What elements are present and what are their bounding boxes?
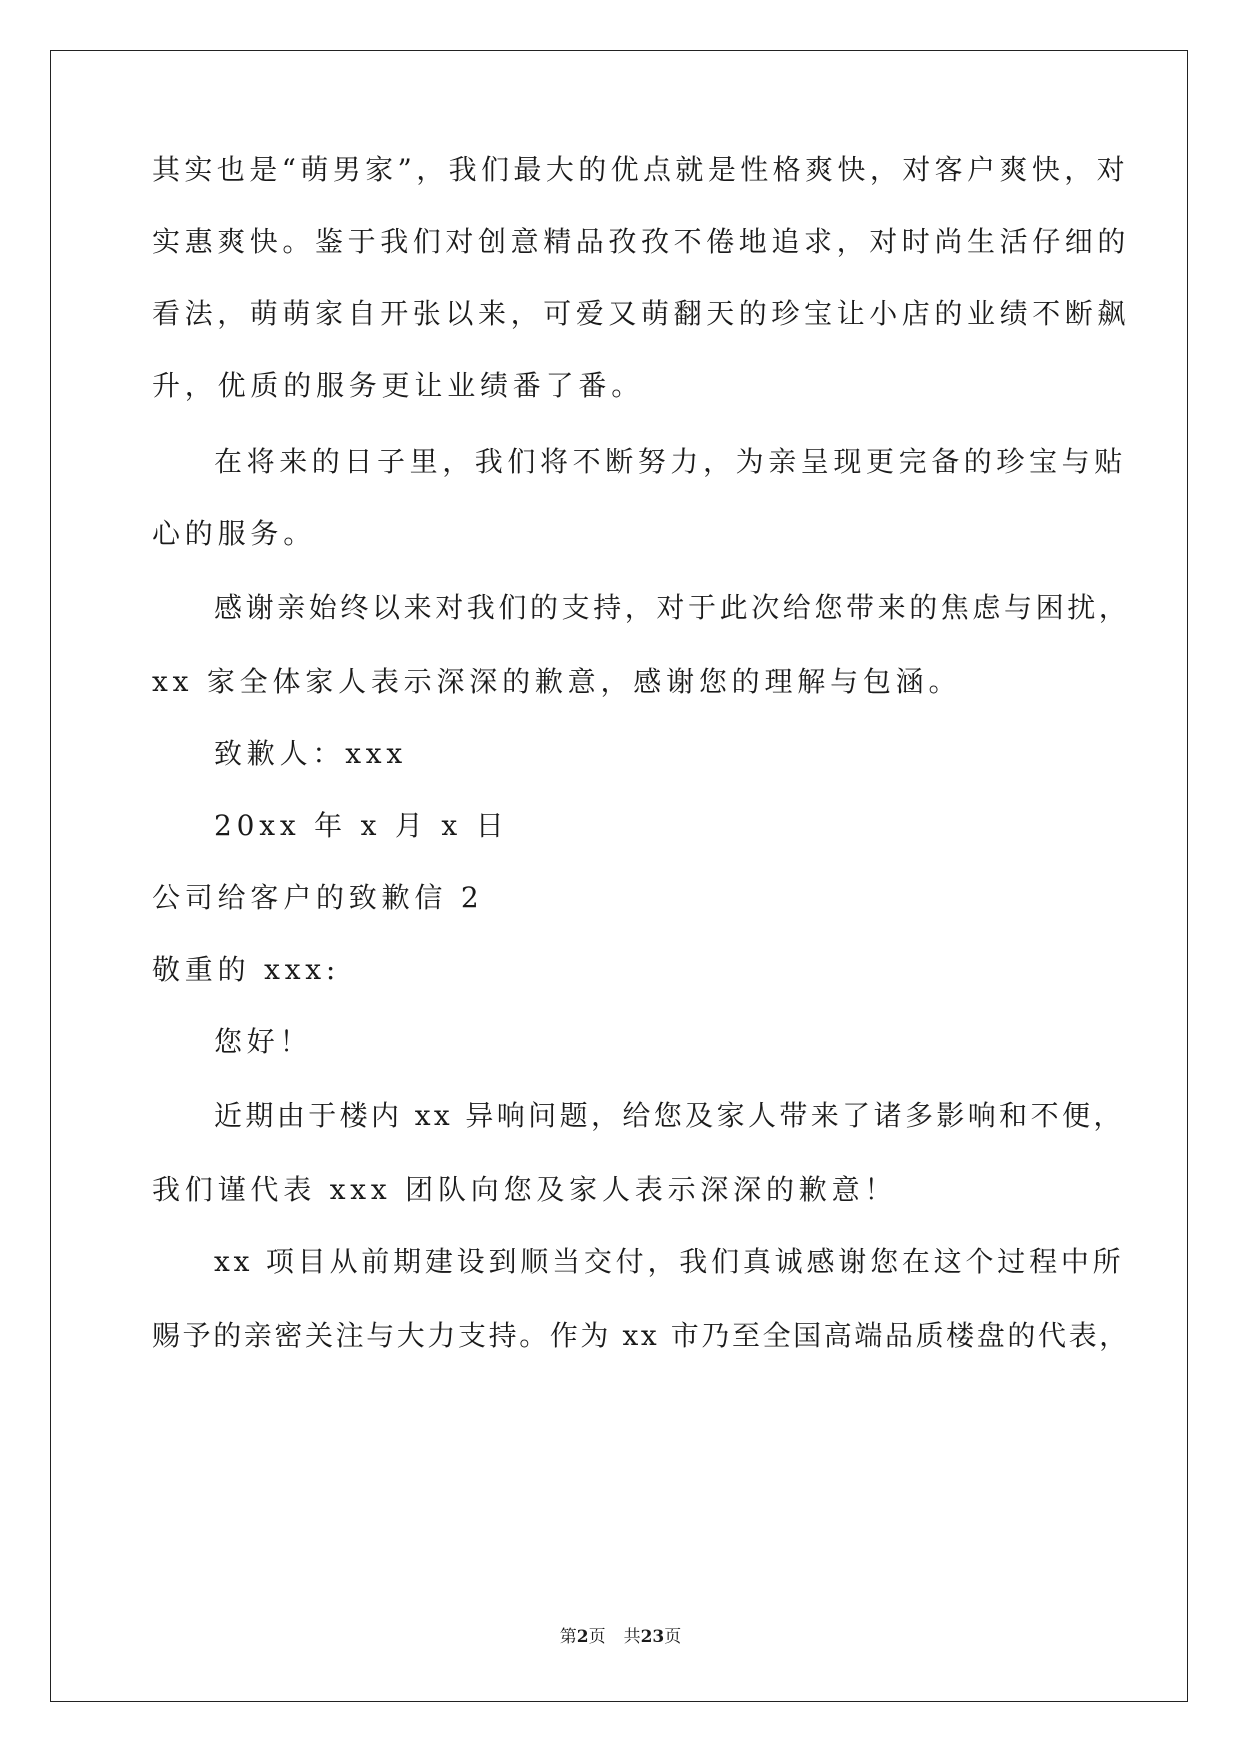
total-suffix: 页: [664, 1627, 682, 1647]
greeting-line: 您好！: [214, 1025, 313, 1058]
body-line-7: 感谢亲始终以来对我们的支持，对于此次给您带来的焦虑与困扰，: [214, 591, 1131, 624]
page-footer: [0, 1625, 1241, 1649]
body-line-3: 看法，萌萌家自开张以来，可爱又萌翻天的珍宝让小店的业绩不断飙: [152, 297, 1131, 330]
page-number: 2: [576, 1627, 589, 1647]
body-line-5: 在将来的日子里，我们将不断努力，为亲呈现更完备的珍宝与贴: [214, 445, 1127, 478]
total-pages: 23: [640, 1627, 665, 1647]
body-line-6: 心的服务。: [152, 517, 317, 550]
page-prefix: 第: [559, 1627, 577, 1647]
body-line-15: 我们谨代表 xxx 团队向您及家人表示深深的歉意！: [152, 1173, 898, 1206]
body-line-4: 升，优质的服务更让业绩番了番。: [152, 369, 645, 402]
date-line: 20xx 年 x 月 x 日: [214, 809, 509, 842]
body-line-1: 其实也是“萌男家”，我们最大的优点就是性格爽快，对客户爽快，对: [152, 153, 1130, 186]
total-prefix: 共: [623, 1627, 641, 1647]
body-line-8: xx 家全体家人表示深深的歉意，感谢您的理解与包涵。: [152, 665, 962, 698]
body-line-16: xx 项目从前期建设到顺当交付，我们真诚感谢您在这个过程中所: [214, 1245, 1125, 1278]
section-title: 公司给客户的致歉信 2: [152, 881, 484, 914]
body-line-14: 近期由于楼内 xx 异响问题，给您及家人带来了诸多影响和不便，: [214, 1099, 1125, 1132]
signature-line: 致歉人：xxx: [214, 737, 407, 770]
salutation-line: 敬重的 xxx:: [152, 953, 341, 986]
page-suffix: 页: [588, 1627, 606, 1647]
body-line-17: 赐予的亲密关注与大力支持。作为 xx 市乃至全国高端品质楼盘的代表，: [152, 1319, 1130, 1352]
body-line-2: 实惠爽快。鉴于我们对创意精品孜孜不倦地追求，对时尚生活仔细的: [152, 225, 1131, 258]
